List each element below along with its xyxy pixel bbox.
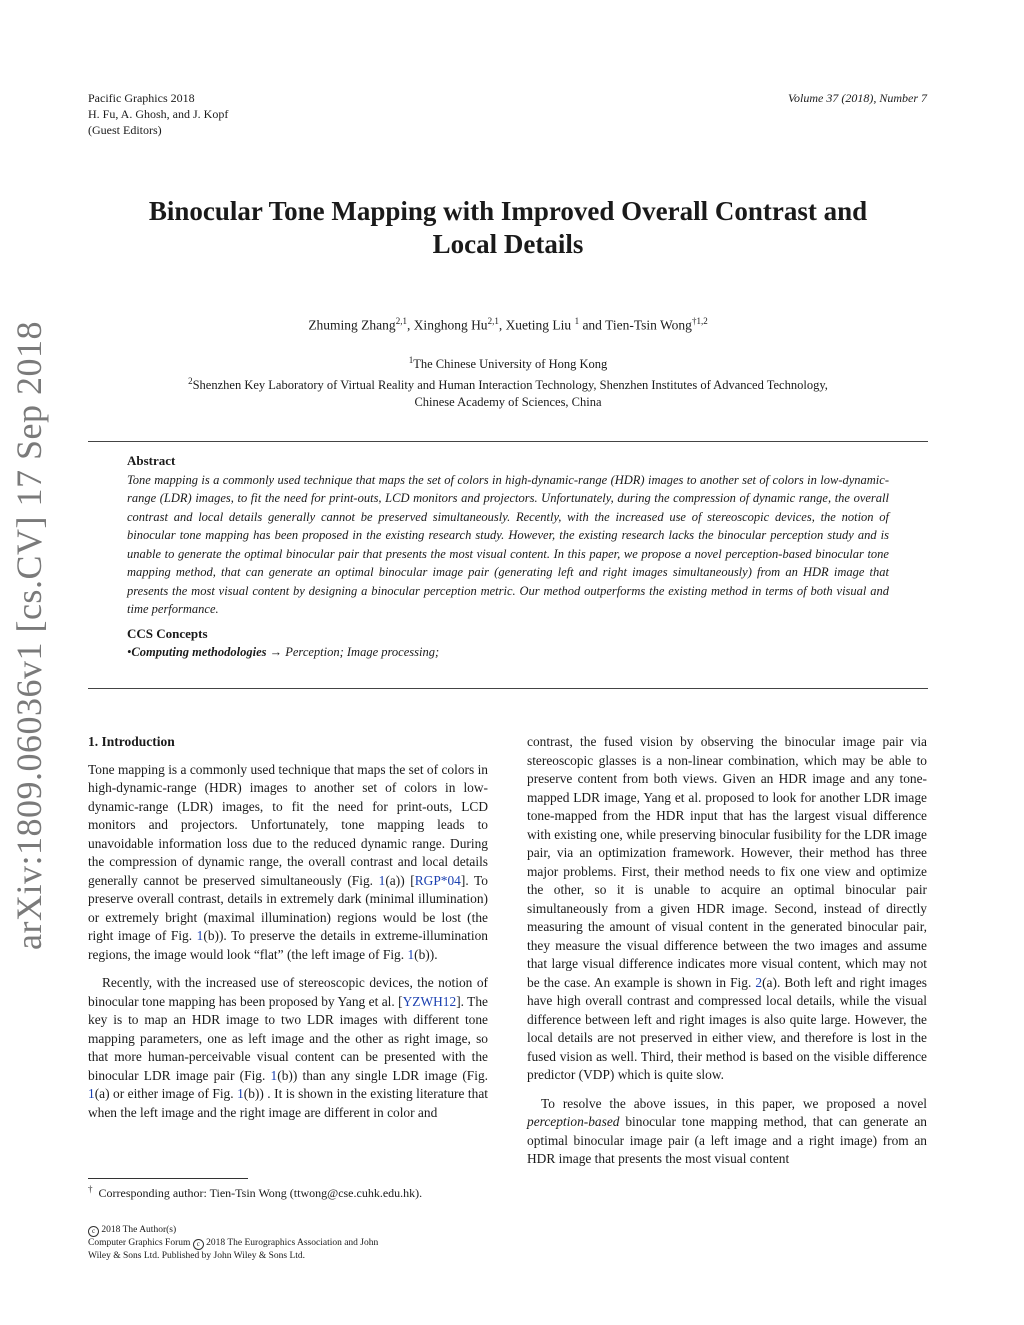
left-column (88, 733, 488, 1132)
paragraph-text: contrast, the fused vision by observing the binocular image pair via stereoscopic glasses is a non-linear combination, which may be able to preserve content from both views. Given an HDR image and any tone-mapped LDR image, Yang et al. proposed to look for another LDR image tone-mapped from the HDR input that has the largest visual difference with existing one, while preserving binocular fusibility for the LDR image pair, via an optimization framework. However, their method has three major problems. First, their method needs to fix one view and optimize the other, so it is unable to acquire an optimal binocular pair simultaneously from a given HDR image. Second, instead of directly measuring the amount of visual content in the generated binocular pair, they measure the visual difference between the two images and assume that large visual difference indicates more visual content, which may not be the case. An example is shown in Fig. (527, 734, 927, 990)
affiliation-mark: 2 (188, 376, 193, 387)
abstract-text: Tone mapping is a commonly used technique that maps the set of colors in high-dynamic-range (HDR) images to another set of colors in low-dynamic-range (LDR) images, to fit the need for print-outs, LCD monitors and projectors. Unfortunately, during the compression of dynamic range, the overall contrast and local details generally cannot be preserved simultaneously. Recently, with the increased use of stereoscopic devices, the notion of binocular tone mapping has been proposed in the existing research study. However, the existing research lacks the binocular perception study and is unable to generate the optimal binocular pair that presents the most visual content. In this paper, we propose a novel perception-based binocular tone mapping method, that can generate an optimal binocular image pair (generating left and right images simultaneously) from an HDR image that presents the most visual content by designing a binocular perception metric. Our method outperforms the existing method in terms of both visual and time performance. (127, 472, 889, 616)
title-line-2: Local Details (432, 229, 584, 259)
affiliation-text: The Chinese University of Hong Kong (413, 357, 608, 372)
ccs-heading: CCS Concepts (127, 625, 208, 641)
citation-link[interactable]: 1 (88, 1086, 95, 1101)
copyright-block (88, 1224, 378, 1263)
paragraph-text: (b)) than any single LDR image (Fig. (277, 1067, 489, 1083)
footnote (88, 1184, 488, 1201)
paragraph-text: ]. To preserve overall contrast, details in extremely dark (minimal illumination) or extremely bright (maximal illumination) regions would be lost (the right image of Fig. (88, 872, 488, 943)
ccs-category: Computing methodologies (131, 645, 267, 659)
author-separator: , (498, 317, 506, 333)
paragraph-text: perception-based (527, 1114, 620, 1129)
running-header-left (88, 90, 228, 138)
affiliation-line (88, 373, 928, 394)
abstract-heading: Abstract (127, 453, 176, 468)
citation-link[interactable]: 2 (755, 974, 763, 990)
ccs-concepts (127, 643, 889, 662)
intro-paragraph-2 (88, 974, 488, 1122)
author-name: Xinghong Hu (413, 317, 488, 333)
copyright-line-2: 2018 The Eurographics Association and John (206, 1238, 379, 1248)
citation-link[interactable]: 1 (196, 928, 204, 943)
affiliation-text: Chinese Academy of Sciences, China (414, 395, 602, 410)
author-affiliation-mark: 1 (574, 316, 580, 326)
journal-name: Computer Graphics Forum (88, 1238, 191, 1248)
author-separator: , (406, 317, 414, 333)
paragraph-text: (a) or either image of Fig. (94, 1086, 238, 1101)
paragraph-text: (a)) [ (385, 872, 415, 888)
citation-link[interactable]: 1 (407, 946, 415, 962)
arxiv-stamp: arXiv:1809.06036v1 [cs.CV] 17 Sep 2018 (9, 321, 49, 950)
intro-paragraph-3 (527, 733, 927, 1085)
title-line-1: Binocular Tone Mapping with Improved Overall Contrast and (148, 196, 868, 226)
paragraph-text: (a). Both left and right images have high overall contrast and compressed local details, while the visual difference between left and right images is also quite large. However, the local details are not preserved in either view, and therefore is lost in the fused vision as well. Third, their method is based on the visible difference predictor (VDP) which is quite slow. (527, 974, 927, 1082)
paragraph-text: ]. The key is to map an HDR image to two LDR images with different tone mapping parameters, one as left image and the other as right image, so that more human-perceivable visual content can be presented with the binocular LDR image pair (Fig. (88, 993, 488, 1083)
affiliation-line (88, 394, 928, 411)
top-divider (88, 441, 928, 442)
citation-link[interactable]: YZWH12 (402, 993, 457, 1009)
footnote-mark: † (88, 1184, 93, 1194)
author-name: Tien-Tsin Wong (605, 317, 692, 333)
editors-line: H. Fu, A. Ghosh, and J. Kopf (88, 107, 229, 121)
affiliation-text: Shenzhen Key Laboratory of Virtual Reality and Human Interaction Technology, Shenzhen Institutes of Advanced Technology, (192, 378, 828, 393)
citation-link[interactable]: RGP*04 (414, 872, 461, 888)
bottom-divider (88, 688, 928, 689)
intro-paragraph-4 (527, 1095, 927, 1169)
footnote-divider (88, 1178, 248, 1179)
copyright-icon: c (88, 1226, 99, 1237)
paragraph-text: Tone mapping is a commonly used technique that maps the set of colors in high-dynamic-range (HDR) images to another set of colors in low-dynamic-range (LDR) images, to fit the need for print-outs, LCD monitors and projectors. Unfortunately, tone mapping leads to unavoidable information loss due to the reduced dynamic range. During the compression of dynamic range, the overall contrast and local details generally cannot be preserved simultaneously (Fig. (88, 761, 488, 888)
paragraph-text: binocular tone mapping method, that can generate an optimal binocular image pair (a left image and a right image) from an HDR image that presents the most visual content (527, 1114, 927, 1166)
volume-info: Volume 37 (2018), Number 7 (788, 91, 927, 105)
paragraph-text: (b)). (414, 946, 438, 962)
paper-title (88, 195, 928, 261)
affiliation-mark: 1 (408, 355, 414, 365)
footnote-text: Corresponding author: Tien-Tsin Wong (ttwong@cse.cuhk.edu.hk). (98, 1186, 423, 1200)
paragraph-text: To resolve the above issues, in this paper, we proposed a novel (541, 1095, 927, 1111)
copyright-icon: c (193, 1239, 204, 1250)
citation-link[interactable]: 1 (378, 872, 386, 888)
citation-link[interactable]: 1 (270, 1067, 278, 1083)
author-affiliation-mark: 2,1 (395, 316, 407, 326)
copyright-line-1: 2018 The Author(s) (101, 1225, 177, 1235)
ccs-arrow: → (269, 645, 283, 659)
paragraph-text: Recently, with the increased use of stereoscopic devices, the notion of binocular tone mapping has been proposed by Yang et al. [ (88, 975, 488, 1009)
ccs-terms: Perception; Image processing; (285, 645, 440, 659)
ccs-bullet: • (127, 645, 132, 659)
author-affiliation-mark: 2,1 (487, 316, 499, 326)
abstract-block (127, 452, 889, 662)
citation-link[interactable]: 1 (237, 1086, 244, 1101)
right-column (527, 733, 927, 1179)
section-heading: 1. Introduction (88, 734, 175, 749)
paragraph-text: (b)) . It is shown in the existing literature that when the left image and the right image are different in color and (88, 1086, 488, 1120)
guest-editors-line: (Guest Editors) (88, 123, 162, 137)
paragraph-text: (b)). To preserve the details in extreme-illumination regions, the image would look “flat” (the left image of Fig. (88, 928, 489, 962)
conference-line: Pacific Graphics 2018 (88, 91, 195, 105)
author-separator: and (579, 317, 606, 333)
affiliation-line (88, 352, 928, 373)
author-name: Zhuming Zhang (308, 317, 396, 333)
author-list (88, 316, 928, 334)
author-name: Xueting Liu (505, 317, 575, 333)
affiliations (88, 352, 928, 411)
copyright-line-3: Wiley & Sons Ltd. Published by John Wiley & Sons Ltd. (88, 1251, 306, 1261)
intro-paragraph-1 (88, 761, 488, 965)
author-affiliation-mark: †1,2 (691, 316, 708, 326)
